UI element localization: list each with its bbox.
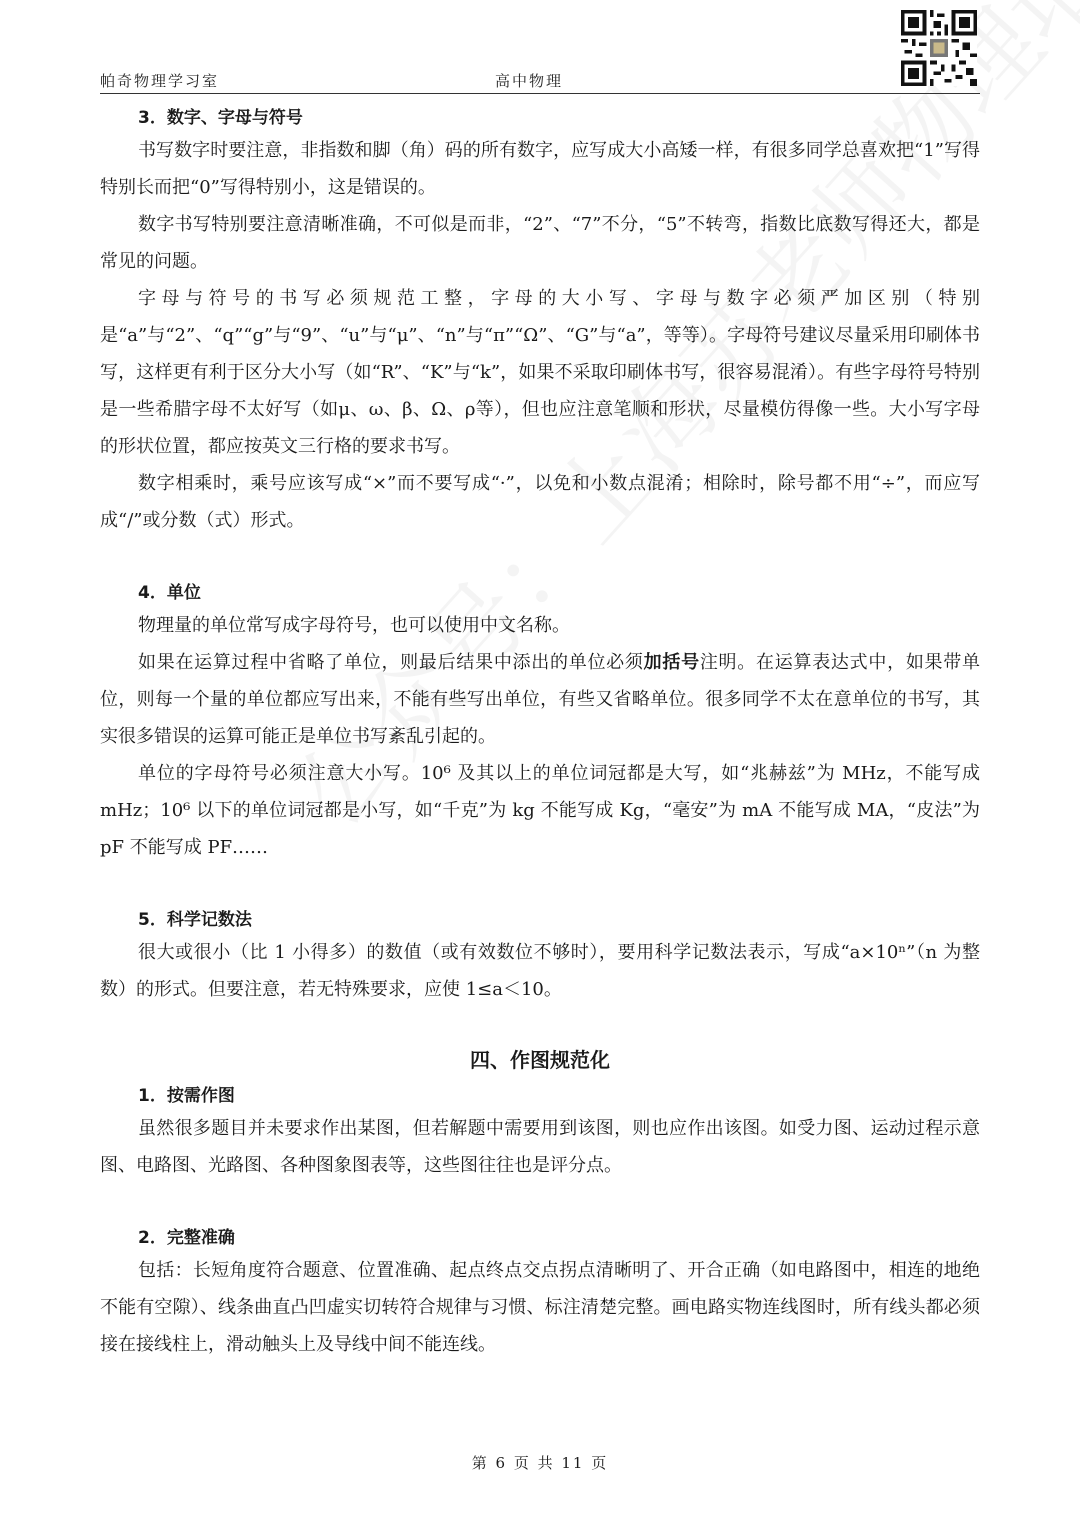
text-run: 注明。在运算表达式中，如果带单位，则每一个量的单位都应写出来，不能有些写出单位，有些又省略单位。很多同学不太在意单位的书写，其实很多错误的运算可能正是单位书写紊乱引起的。 — [100, 652, 981, 747]
section-4-paragraph-3: 单位的字母符号必须注意大小写。10⁶ 及其以上的单位词冠都是大写，如“兆赫兹”为 MHz，不能写成 mHz；10⁶ 以下的单位词冠都是小写，如“千克”为 kg 不能写成 Kg，“毫安”为 mA 不能写成 MA，“皮法”为 pF 不能写成 PF…… — [100, 763, 980, 858]
header-subject: 高中物理 — [495, 72, 564, 90]
emphasis-text: 加括号 — [643, 652, 700, 673]
subsection-2-heading: 2．完整准确 — [138, 1228, 235, 1248]
document-body — [100, 104, 980, 1363]
section-3-paragraph-3: 字母与符号的书写必须规范工整，字母的大小写、字母与数字必须严加区别（特别是“a”与“2”、“q”“g”与“9”、“u”与“μ”、“n”与“π”“Ω”、“G”与“a”，等等）。字母符号建议尽量采用印刷体书写，这样更有利于区分大小写（如“R”、“K”与“k”，如果不采取印刷体书写，很容易混淆）。有些字母符号特别是一些希腊字母不太好写（如μ、ω、β、Ω、ρ等），但也应注意笔顺和形状，尽量模仿得像一些。大小写字母的形状位置，都应按英文三行格的要求书写。 — [100, 288, 980, 457]
header-left-title: 帕奇物理学习室 — [100, 72, 220, 90]
section-3-paragraph-2: 数字书写特别要注意清晰准确，不可似是而非，“2”、“7”不分，“5”不转弯，指数比底数写得还大，都是常见的问题。 — [100, 214, 980, 272]
text-run: 如果在运算过程中省略了单位，则最后结果中添出的单位必须 — [138, 652, 644, 673]
section-5-paragraph-1: 很大或很小（比 1 小得多）的数值（或有效数位不够时），要用科学记数法表示，写成“a×10ⁿ”（n 为整数）的形式。但要注意，若无特殊要求，应使 1≤a＜10。 — [100, 942, 980, 1000]
subsection-1-paragraph: 虽然很多题目并未要求作出某图，但若解题中需要用到该图，则也应作出该图。如受力图、运动过程示意图、电路图、光路图、各种图象图表等，这些图往往也是评分点。 — [100, 1118, 980, 1176]
page-number: 第 6 页 共 11 页 — [471, 1454, 609, 1472]
section-3-paragraph-1: 书写数字时要注意，非指数和脚（角）码的所有数字，应写成大小高矮一样，有很多同学总喜欢把“1”写得特别长而把“0”写得特别小，这是错误的。 — [100, 140, 980, 198]
section-4-paragraph-1: 物理量的单位常写成字母符号，也可以使用中文名称。 — [138, 615, 570, 636]
page-header — [100, 70, 980, 92]
section-4-heading: 4．单位 — [138, 583, 201, 603]
section-3-heading: 3．数字、字母与符号 — [138, 108, 303, 128]
section-5-heading: 5．科学记数法 — [138, 910, 252, 930]
subsection-2-paragraph: 包括：长短角度符合题意、位置准确、起点终点交点拐点清晰明了、开合正确（如电路图中，相连的地绝不能有空隙）、线条曲直凸凹虚实切转符合规律与习惯、标注清楚完整。画电路实物连线图时，所有线头都必须接在接线柱上，滑动触头上及导线中间不能连线。 — [100, 1260, 980, 1355]
subsection-1-heading: 1．按需作图 — [138, 1086, 235, 1106]
header-divider — [100, 93, 980, 94]
section-3-paragraph-4: 数字相乘时，乘号应该写成“×”而不要写成“·”，以免和小数点混淆；相除时，除号都不用“÷”，而应写成“/”或分数（式）形式。 — [100, 473, 980, 531]
section-4-paragraph-2 — [100, 644, 980, 755]
part-4-heading: 四、作图规范化 — [470, 1048, 610, 1072]
